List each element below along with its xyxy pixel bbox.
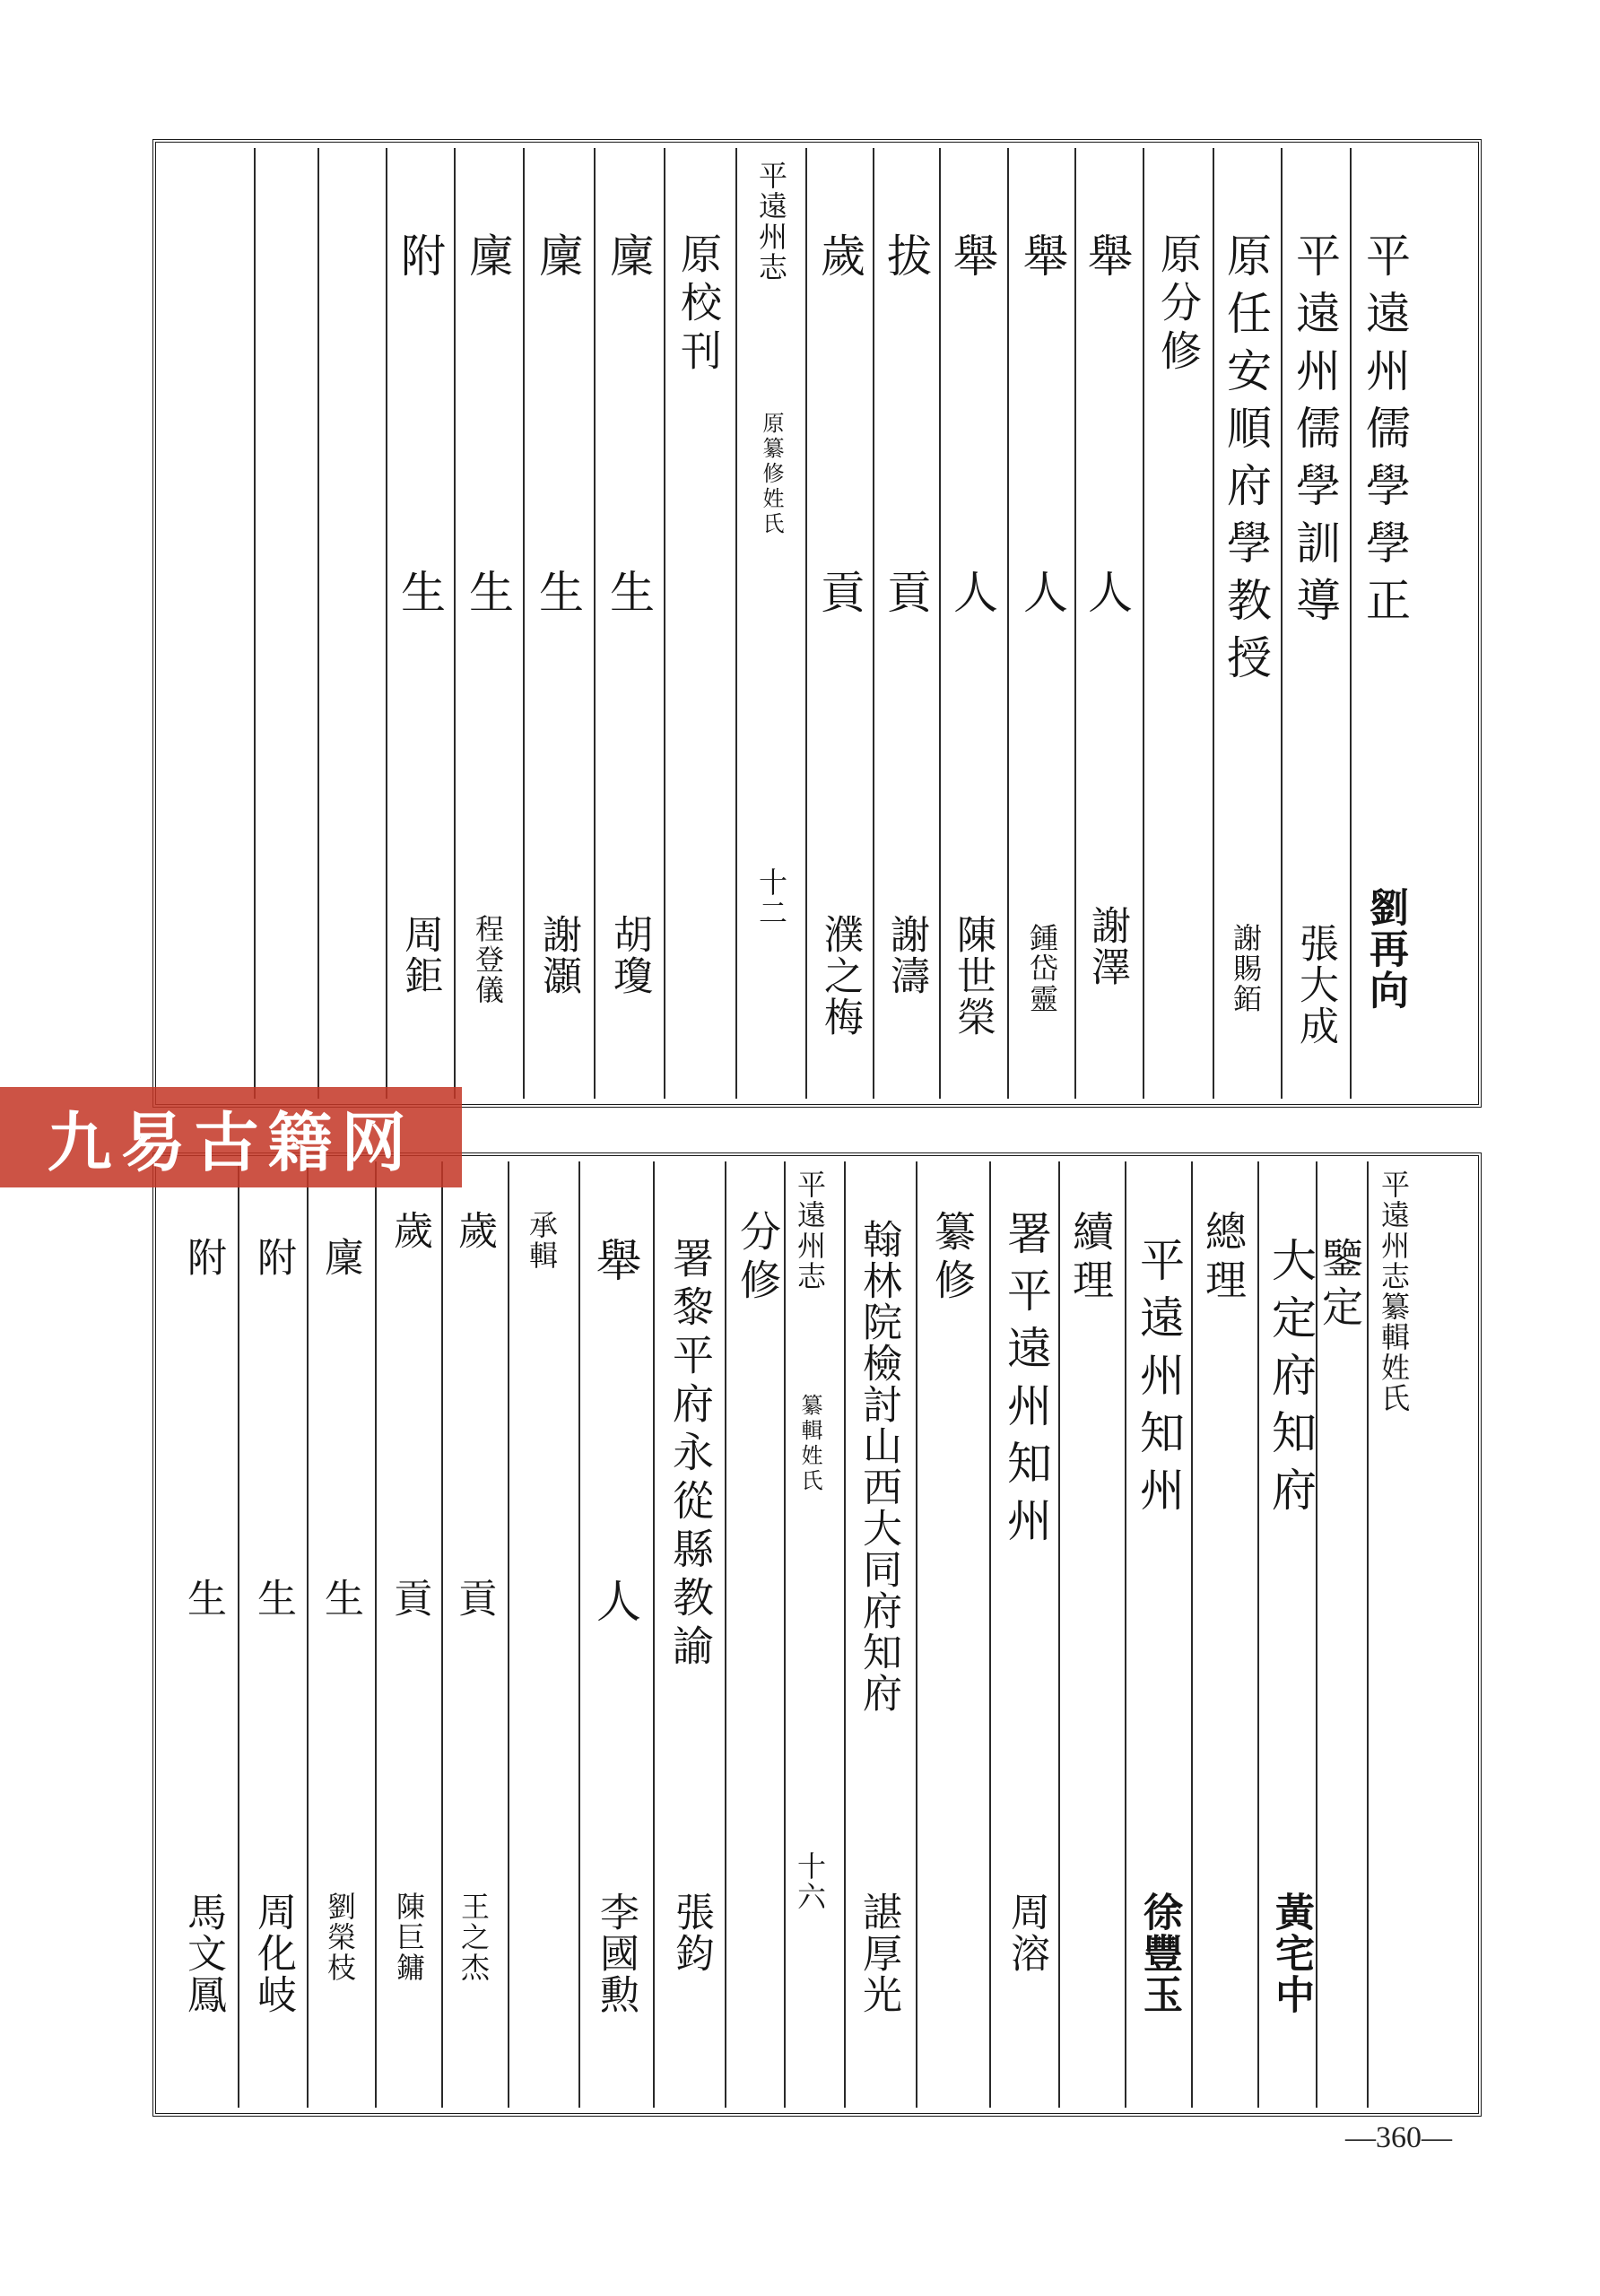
column-text-line: 舉 [589, 1237, 641, 1294]
column-text-line: 人 [946, 569, 998, 626]
column-text-line: 附 [180, 1237, 226, 1278]
column-text-line: 程登儀 [471, 914, 505, 1005]
column-text-line: 十六 [793, 1851, 827, 1912]
column-rule [1213, 148, 1214, 1099]
column-text-line: 周溶 [1004, 1892, 1049, 1974]
column-rule [386, 148, 387, 1099]
column-text-line: 廩 [603, 232, 655, 290]
column-text-line: 人 [1016, 569, 1068, 626]
column-text-line: 附 [250, 1237, 296, 1278]
column-text-line: 馬文鳳 [180, 1892, 226, 2015]
column-rule [307, 1161, 309, 2108]
column-text-line: 續理 [1066, 1210, 1115, 1307]
column-text-line: 張鈞 [668, 1892, 714, 1974]
column-rule [916, 1161, 917, 2108]
column-text-line: 貢 [880, 569, 932, 626]
column-text-line: 謝濤 [883, 914, 929, 996]
column-text-line: 李國勲 [593, 1892, 639, 2015]
column-rule [1367, 1161, 1369, 2108]
column-text-line: 謝灝 [535, 914, 581, 996]
column-text-line: 署平遠州知州 [1000, 1210, 1052, 1554]
column-rule [508, 1161, 509, 2108]
column-text-line: 人 [1081, 569, 1133, 626]
column-text-line: 歲 [813, 232, 865, 290]
top-page-frame [152, 139, 1482, 1108]
column-text-line: 貢 [813, 569, 865, 626]
column-text-line: 鑒定 [1316, 1237, 1364, 1334]
column-rule [784, 1161, 786, 2108]
column-text-line: 原校刊 [674, 232, 723, 378]
column-text-line: 附 [394, 232, 446, 290]
column-text-line: 生 [317, 1578, 363, 1619]
column-text-line: 纂輯姓氏 [797, 1394, 822, 1494]
column-text-line: 纂修 [928, 1210, 977, 1307]
column-text-line: 鍾岱靈 [1025, 923, 1059, 1014]
column-rule [441, 1161, 443, 2108]
column-rule [254, 148, 256, 1099]
column-rule [989, 1161, 991, 2108]
column-text-line: 謝澤 [1084, 905, 1130, 987]
column-rule [725, 1161, 726, 2108]
column-rule [1350, 148, 1352, 1099]
column-text-line: 黃宅中 [1268, 1892, 1314, 2015]
column-rule [523, 148, 525, 1099]
column-text-line: 廩 [532, 232, 584, 290]
column-rule [1007, 148, 1009, 1099]
column-text-line: 劉榮枝 [323, 1892, 357, 1983]
column-text-line: 生 [462, 569, 514, 626]
column-rule [873, 148, 874, 1099]
column-text-line: 總理 [1199, 1210, 1248, 1307]
column-text-line: 平遠州知州 [1133, 1237, 1185, 1524]
column-text-line: 大定府知府 [1265, 1237, 1317, 1524]
column-text-line: 生 [250, 1578, 296, 1619]
column-text-line: 十二 [754, 867, 788, 928]
column-rule [1058, 1161, 1060, 2108]
column-rule [594, 148, 596, 1099]
column-text-line: 分修 [734, 1210, 782, 1307]
column-text-line: 陳世榮 [950, 914, 996, 1038]
column-rule [375, 1161, 377, 2108]
column-rule [454, 148, 456, 1099]
column-text-line: 歲 [451, 1210, 497, 1251]
column-text-line: 拔 [880, 232, 932, 290]
column-rule [317, 148, 319, 1099]
column-rule [1074, 148, 1076, 1099]
column-rule [939, 148, 941, 1099]
column-rule [1191, 1161, 1193, 2108]
column-text-line: 平遠州志 [754, 161, 788, 283]
column-rule [664, 148, 665, 1099]
column-text-line: 張大成 [1292, 923, 1338, 1047]
bottom-page-frame [152, 1152, 1482, 2117]
column-text-line: 周鉅 [397, 914, 443, 996]
column-text-line: 王之杰 [457, 1892, 491, 1983]
column-text-line: 廩 [317, 1237, 363, 1278]
column-text-line: 舉 [1081, 232, 1133, 290]
column-text-line: 胡瓊 [606, 914, 652, 996]
column-text-line: 生 [394, 569, 446, 626]
column-text-line: 陳巨鏞 [392, 1892, 426, 1983]
column-text-line: 濮之梅 [817, 914, 863, 1038]
column-text-line: 貢 [387, 1578, 432, 1619]
column-text-line: 原纂修姓氏 [759, 412, 784, 537]
column-rule [1257, 1161, 1259, 2108]
column-text-line: 生 [603, 569, 655, 626]
column-rule [578, 1161, 580, 2108]
column-rule [653, 1161, 655, 2108]
column-text-line: 平遠州儒學學正 [1359, 232, 1411, 634]
watermark-text: 九易古籍网 [47, 1105, 415, 1180]
column-text-line: 謝賜銆 [1229, 923, 1263, 1014]
column-text-line: 周化岐 [250, 1892, 296, 2015]
column-text-line: 人 [589, 1578, 641, 1635]
column-text-line: 原任安順府學教授 [1220, 232, 1272, 691]
column-rule [844, 1161, 846, 2108]
column-text-line: 平遠州志 [793, 1170, 827, 1292]
watermark-banner [0, 1087, 462, 1187]
column-text-line: 平遠州志纂輯姓氏 [1377, 1170, 1411, 1413]
column-rule [805, 148, 807, 1099]
column-text-line: 原分修 [1154, 232, 1203, 378]
column-rule [238, 1161, 239, 2108]
column-text-line: 署黎平府永從縣教諭 [666, 1237, 715, 1673]
column-rule [1143, 148, 1144, 1099]
column-text-line: 翰林院檢討山西大同府知府 [856, 1219, 901, 1714]
column-text-line: 承輯 [525, 1210, 559, 1271]
column-rule [1281, 148, 1283, 1099]
column-text-line: 貢 [451, 1578, 497, 1619]
column-text-line: 徐豐玉 [1136, 1892, 1182, 2015]
column-text-line: 諶厚光 [856, 1892, 901, 2015]
column-text-line: 劉再向 [1362, 887, 1408, 1011]
column-rule [735, 148, 737, 1099]
column-text-line: 歲 [387, 1210, 432, 1251]
column-text-line: 廩 [462, 232, 514, 290]
column-text-line: 生 [180, 1578, 226, 1619]
column-text-line: 舉 [1016, 232, 1068, 290]
column-rule [1125, 1161, 1126, 2108]
column-text-line: 生 [532, 569, 584, 626]
page-number: —360— [1345, 2121, 1452, 2154]
column-text-line: 舉 [946, 232, 998, 290]
column-text-line: 平遠州儒學訓導 [1289, 232, 1341, 634]
